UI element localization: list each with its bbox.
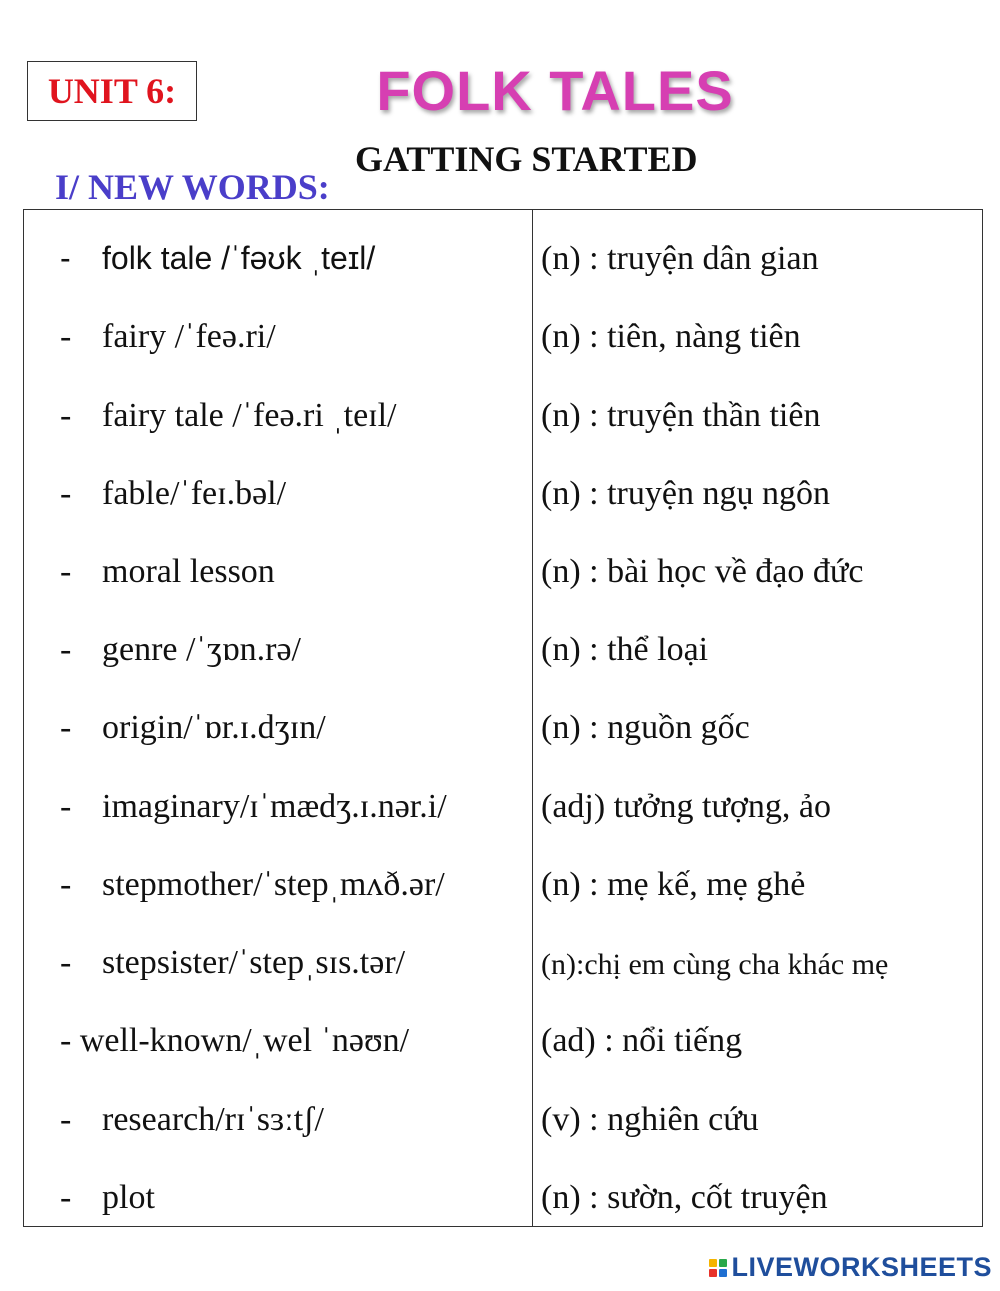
table-row — [24, 1149, 982, 1227]
page-title: FOLK TALES — [376, 59, 734, 122]
vocab-meaning: (n):chị em cùng cha khác mẹ — [541, 948, 889, 981]
table-row — [24, 758, 982, 836]
table-row — [24, 445, 982, 523]
vocab-meaning: (n) : truyện dân gian — [541, 240, 819, 277]
footer-brand[interactable] — [709, 1252, 992, 1283]
vocab-word: - origin/ˈɒr.ɪ.dʒɪn/ — [60, 709, 326, 746]
vocab-word: - research/rɪˈsɜːtʃ/ — [60, 1101, 324, 1138]
vocab-meaning: (n) : mẹ kế, mẹ ghẻ — [541, 866, 806, 903]
table-row — [24, 367, 982, 445]
vocab-meaning: (n) : nguồn gốc — [541, 709, 750, 746]
table-row — [24, 992, 982, 1070]
vocab-meaning: (n) : truyện thần tiên — [541, 397, 821, 434]
table-row — [24, 210, 982, 288]
vocab-word: - stepmother/ˈstepˌmʌð.ər/ — [60, 866, 445, 903]
vocab-meaning: (v) : nghiên cứu — [541, 1101, 759, 1138]
vocab-meaning: (n) : tiên, nàng tiên — [541, 318, 801, 355]
table-row — [24, 601, 982, 679]
vocab-meaning: (n) : bài học về đạo đức — [541, 553, 864, 590]
vocab-meaning: (n) : thể loại — [541, 631, 709, 668]
page-subtitle: GATTING STARTED — [355, 139, 698, 179]
vocab-word: - imaginary/ɪˈmædʒ.ɪ.nər.i/ — [60, 788, 447, 825]
table-row — [24, 523, 982, 601]
vocab-word: - folk tale /ˈfəʊk ˌteɪl/ — [60, 240, 376, 276]
vocabulary-table — [23, 209, 983, 1227]
table-row — [24, 914, 982, 992]
liveworksheets-logo-icon — [709, 1259, 727, 1277]
unit-label-box — [27, 61, 197, 121]
vocab-word: - moral lesson — [60, 553, 275, 590]
unit-label: UNIT 6: — [47, 71, 177, 111]
vocab-meaning: (adj) tưởng tượng, ảo — [541, 788, 831, 825]
table-row — [24, 288, 982, 366]
vocab-meaning: (n) : sườn, cốt truyện — [541, 1179, 828, 1216]
vocab-word: - plot — [60, 1179, 155, 1216]
table-row — [24, 1071, 982, 1149]
section-heading: I/ NEW WORDS: — [55, 167, 330, 207]
vocab-meaning: (ad) : nổi tiếng — [541, 1022, 743, 1059]
vocab-word: - fable/ˈfeɪ.bəl/ — [60, 475, 287, 512]
footer-brand-text: LIVEWORKSHEETS — [731, 1252, 992, 1282]
vocab-meaning: (n) : truyện ngụ ngôn — [541, 475, 830, 512]
vocab-word: - genre /ˈʒɒn.rə/ — [60, 631, 302, 668]
table-row — [24, 836, 982, 914]
vocab-word: - stepsister/ˈstepˌsɪs.tər/ — [60, 944, 406, 981]
vocab-word: - well-known/ˌwel ˈnəʊn/ — [60, 1022, 410, 1059]
vocab-word: - fairy tale /ˈfeə.ri ˌteɪl/ — [60, 397, 397, 434]
vocab-word: - fairy /ˈfeə.ri/ — [60, 318, 276, 355]
table-row — [24, 679, 982, 757]
